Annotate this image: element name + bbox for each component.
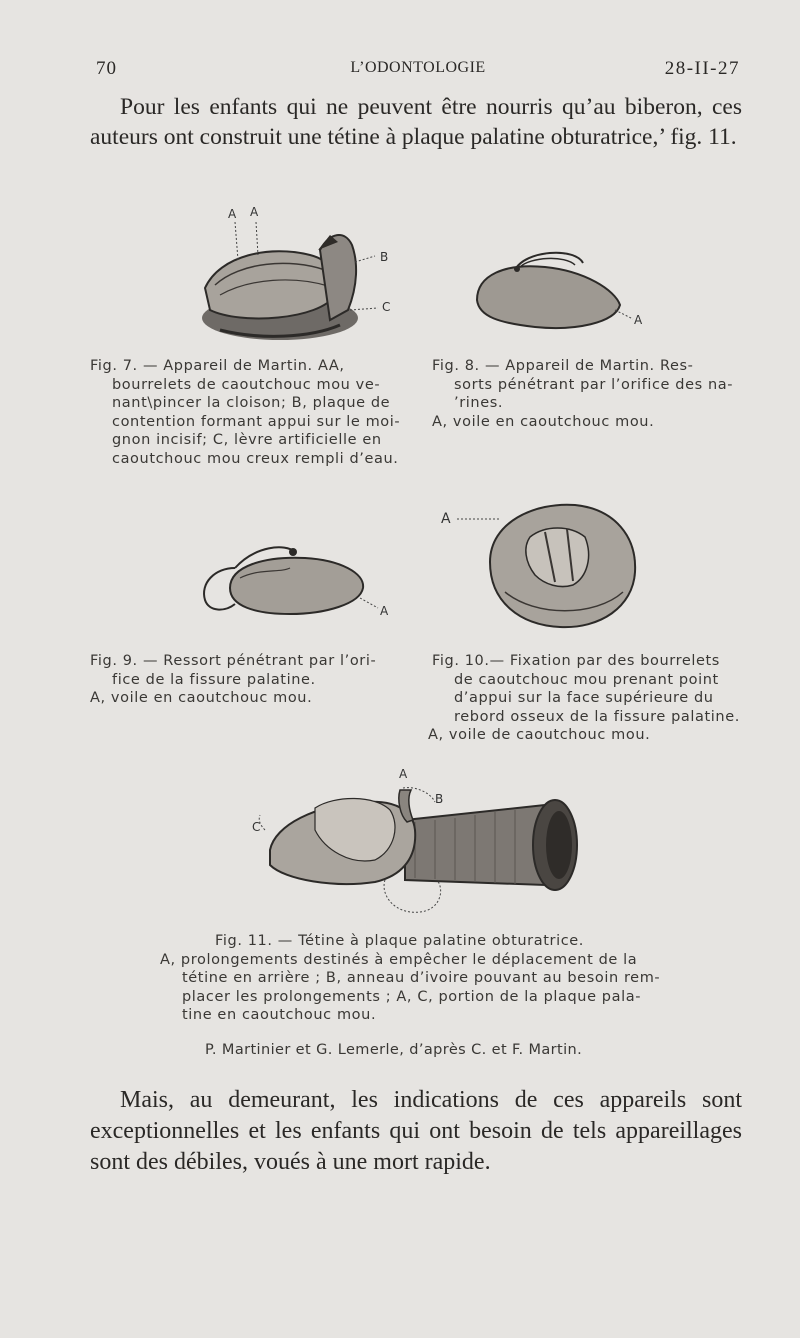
figure-11-label-c: C bbox=[252, 820, 261, 834]
figure-10-caption-line: de caoutchouc mou prenant point bbox=[454, 671, 719, 688]
figure-11-caption-line: Fig. 11. — Tétine à plaque palatine obturatrice. bbox=[215, 933, 585, 949]
figure-7-caption bbox=[90, 357, 410, 468]
figure-7-caption-line: caoutchouc mou creux rempli d’eau. bbox=[112, 450, 399, 467]
closing-paragraph: Mais, au demeurant, les indications de ces appareils sont exceptionnelles et les enfants qui ont besoin de tels appareillages sont des débiles, voués à une mort rapide. bbox=[90, 1087, 742, 1175]
figure-11-caption-line: A, prolongements destinés à empêcher le déplacement de la bbox=[160, 951, 638, 968]
figure-11-label-b: B bbox=[435, 792, 444, 806]
figure-11-illustration bbox=[255, 770, 595, 930]
running-header bbox=[96, 58, 740, 88]
figure-11-caption-line: placer les prolongements ; A, C, portion de la plaque pala- bbox=[182, 988, 642, 1005]
figure-8-caption-line: sorts pénétrant par l’orifice des na- bbox=[454, 376, 734, 393]
figure-9-caption-line: fice de la fissure palatine. bbox=[112, 671, 316, 688]
figure-10-caption-line: Fig. 10.— Fixation par des bourrelets bbox=[432, 653, 720, 669]
figure-11-caption bbox=[160, 932, 680, 1025]
figure-11-caption-line: tétine en arrière ; B, anneau d’ivoire pouvant au besoin rem- bbox=[182, 970, 661, 986]
figure-8-caption-line: A, voile en caoutchouc mou. bbox=[432, 413, 655, 430]
figure-9-caption-line: A, voile en caoutchouc mou. bbox=[90, 690, 313, 706]
figure-7-caption-line: contention formant appui sur le moi- bbox=[112, 413, 401, 430]
page-number: 70 bbox=[96, 58, 117, 79]
figure-7-caption-line: gnon incisif; C, lèvre artificielle en bbox=[112, 432, 382, 448]
figure-9-caption-line: Fig. 9. — Ressort pénétrant par l’ori- bbox=[90, 653, 377, 669]
figure-7-label-a1: A bbox=[228, 207, 237, 221]
figure-8-illustration bbox=[465, 245, 645, 335]
figure-7-caption-line: Fig. 7. — Appareil de Martin. AA, bbox=[90, 358, 345, 374]
journal-title: L’ODONTOLOGIE bbox=[350, 59, 486, 76]
figure-7-label-b: B bbox=[380, 250, 389, 264]
figure-11-credit: P. Martinier et G. Lemerle, d’après C. et F. Martin. bbox=[205, 1042, 583, 1058]
figure-10-caption-line: d’appui sur la face supérieure du bbox=[454, 690, 714, 706]
figure-10-caption-line: rebord osseux de la fissure palatine. bbox=[454, 708, 740, 725]
figure-7-illustration bbox=[180, 200, 410, 350]
figure-7-label-a2: A bbox=[250, 205, 259, 219]
figure-7-caption-line: bourrelets de caoutchouc mou ve- bbox=[112, 376, 381, 393]
figure-8-caption-line: ’rines. bbox=[454, 395, 504, 411]
figure-11-label-a: A bbox=[399, 767, 408, 781]
figure-10-caption bbox=[428, 652, 742, 745]
figure-10-label-a: A bbox=[441, 511, 451, 527]
figure-8-caption bbox=[432, 357, 742, 431]
figure-8-caption-line: Fig. 8. — Appareil de Martin. Res- bbox=[432, 358, 694, 374]
figure-7-caption-line: nant\pincer la cloison; B, plaque de bbox=[112, 395, 391, 411]
figure-9-illustration bbox=[195, 538, 395, 628]
figure-11-caption-line: tine en caoutchouc mou. bbox=[182, 1007, 377, 1023]
figure-9-caption bbox=[90, 652, 410, 708]
figure-9-label-a: A bbox=[380, 604, 389, 618]
figure-8-label-a: A bbox=[634, 313, 643, 327]
intro-paragraph: Pour les enfants qui ne peuvent être nourris qu’au biberon, ces auteurs ont construit une tétine à plaque palatine obturatrice,’ fig. 11. bbox=[90, 94, 742, 150]
figure-7-label-c: C bbox=[382, 300, 391, 314]
figure-10-caption-line: A, voile de caoutchouc mou. bbox=[428, 727, 651, 743]
issue-date: 28-II-27 bbox=[664, 58, 740, 79]
figure-10-leader-line bbox=[455, 514, 505, 524]
